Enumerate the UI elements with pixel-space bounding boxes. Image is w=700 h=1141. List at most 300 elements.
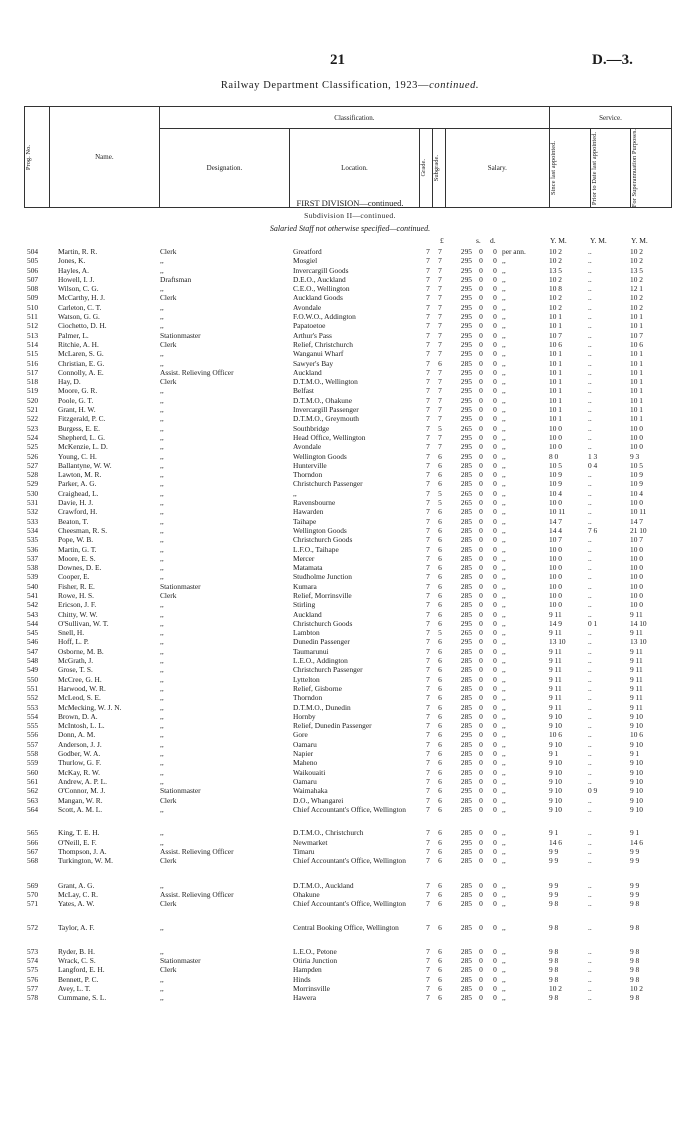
subgrade: 6 xyxy=(438,609,442,619)
salary-period: ,, xyxy=(502,983,506,993)
salary-pounds: 295 xyxy=(460,330,472,340)
unit-ym-prior: Y. M. xyxy=(590,236,607,245)
service-prior: .. xyxy=(588,498,592,508)
prog-no: 515 xyxy=(27,349,39,359)
service-since-last: 10 0 xyxy=(549,498,562,508)
prog-no: 505 xyxy=(27,256,39,266)
staff-name: Jones, K. xyxy=(58,256,86,266)
salary-pence: 0 xyxy=(493,946,497,956)
subgrade: 6 xyxy=(438,553,442,563)
staff-name: Anderson, J. J. xyxy=(58,739,102,749)
salary-shillings: 0 xyxy=(479,590,483,600)
table-row xyxy=(24,923,672,942)
prog-no: 546 xyxy=(27,637,39,647)
service-superannuation: 10 2 xyxy=(630,256,643,266)
designation: ,, xyxy=(160,983,164,993)
service-since-last: 8 0 xyxy=(549,451,559,461)
staff-name: Grant, H. W. xyxy=(58,405,96,415)
service-superannuation: 10 2 xyxy=(630,274,643,284)
subgrade: 6 xyxy=(438,665,442,675)
service-superannuation: 10 2 xyxy=(630,302,643,312)
service-prior: .. xyxy=(588,847,592,856)
location: L.E.O., Addington xyxy=(293,656,348,666)
salary-period: ,, xyxy=(502,993,506,1003)
service-superannuation: 21 10 xyxy=(630,525,647,535)
subgrade: 6 xyxy=(438,693,442,703)
salary-pounds: 265 xyxy=(460,488,472,498)
prog-no: 544 xyxy=(27,618,39,628)
table-row xyxy=(24,730,672,739)
service-prior: .. xyxy=(588,339,592,349)
service-superannuation: 10 6 xyxy=(630,730,643,740)
salary-pence: 0 xyxy=(493,923,497,933)
service-since-last: 13 10 xyxy=(549,637,566,647)
salary-pence: 0 xyxy=(493,739,497,749)
prog-no: 538 xyxy=(27,563,39,573)
header-prog-no: Prog. No. xyxy=(25,107,50,208)
staff-name: Scott, A. M. L. xyxy=(58,804,103,814)
grade: 7 xyxy=(426,330,430,340)
subgrade: 7 xyxy=(438,330,442,340)
table-row xyxy=(24,321,672,330)
location: Thorndon xyxy=(293,693,323,703)
table-row xyxy=(24,591,672,600)
salary-period: ,, xyxy=(502,758,506,768)
subgrade: 6 xyxy=(438,721,442,731)
service-superannuation: 9 10 xyxy=(630,786,643,796)
staff-name: O'Sullivan, W. T. xyxy=(58,618,109,628)
table-row xyxy=(24,340,672,349)
service-superannuation: 9 1 xyxy=(630,749,640,759)
staff-name: Martin, G. T. xyxy=(58,544,97,554)
service-superannuation: 10 1 xyxy=(630,321,643,331)
salary-period: ,, xyxy=(502,377,506,387)
salary-period: ,, xyxy=(502,946,506,956)
salary-pounds: 285 xyxy=(460,847,472,856)
service-superannuation: 10 2 xyxy=(630,293,643,303)
service-prior: .. xyxy=(588,758,592,768)
salary-period: ,, xyxy=(502,767,506,777)
table-row xyxy=(24,890,672,899)
service-superannuation: 9 8 xyxy=(630,946,640,956)
service-superannuation: 10 0 xyxy=(630,498,643,508)
service-since-last: 10 1 xyxy=(549,395,562,405)
designation: ,, xyxy=(160,479,164,489)
service-superannuation: 10 1 xyxy=(630,377,643,387)
salary-period: ,, xyxy=(502,628,506,638)
service-since-last: 9 1 xyxy=(549,828,559,838)
staff-name: King, T. E. H. xyxy=(58,828,100,838)
grade: 7 xyxy=(426,386,430,396)
salary-pence: 0 xyxy=(493,711,497,721)
staff-name: Donn, A. M. xyxy=(58,730,96,740)
service-prior: .. xyxy=(588,312,592,322)
prog-no: 560 xyxy=(27,767,39,777)
designation: ,, xyxy=(160,730,164,740)
salary-pence: 0 xyxy=(493,432,497,442)
salary-shillings: 0 xyxy=(479,488,483,498)
service-superannuation: 10 0 xyxy=(630,563,643,573)
subgrade: 6 xyxy=(438,890,442,900)
salary-shillings: 0 xyxy=(479,628,483,638)
subgrade: 5 xyxy=(438,628,442,638)
grade: 7 xyxy=(426,284,430,294)
subgrade: 6 xyxy=(438,656,442,666)
service-superannuation: 10 0 xyxy=(630,442,643,452)
location: Auckland xyxy=(293,367,322,377)
salary-pence: 0 xyxy=(493,955,497,965)
location: Taihape xyxy=(293,516,317,526)
salary-period: ,, xyxy=(502,749,506,759)
salary-pounds: 285 xyxy=(460,899,472,909)
designation: Clerk xyxy=(160,965,177,975)
service-superannuation: 9 8 xyxy=(630,899,640,909)
salary-shillings: 0 xyxy=(479,721,483,731)
salary-shillings: 0 xyxy=(479,265,483,275)
designation: ,, xyxy=(160,442,164,452)
service-since-last: 10 1 xyxy=(549,321,562,331)
service-prior: .. xyxy=(588,330,592,340)
subgrade: 6 xyxy=(438,535,442,545)
location: Dunedin Passenger xyxy=(293,637,350,647)
service-superannuation: 10 0 xyxy=(630,590,643,600)
staff-name: Moore, E. S. xyxy=(58,553,96,563)
table-row xyxy=(24,507,672,516)
location: Kumara xyxy=(293,581,317,591)
service-superannuation: 9 11 xyxy=(630,683,643,693)
service-superannuation: 9 11 xyxy=(630,628,643,638)
prog-no: 504 xyxy=(27,247,39,256)
table-row xyxy=(24,405,672,414)
service-prior: 0 9 xyxy=(588,786,598,796)
salary-period: ,, xyxy=(502,274,506,284)
prog-no: 575 xyxy=(27,965,39,975)
salary-period: ,, xyxy=(502,786,506,796)
staff-name: Wilson, C. G. xyxy=(58,284,99,294)
staff-name: Howell, I. J. xyxy=(58,274,95,284)
table-row xyxy=(24,489,672,498)
service-prior: .. xyxy=(588,665,592,675)
staff-name: Ballantyne, W. W. xyxy=(58,460,112,470)
service-since-last: 14 4 xyxy=(549,525,562,535)
grade: 7 xyxy=(426,711,430,721)
grade: 7 xyxy=(426,946,430,956)
location: Morrinsville xyxy=(293,983,330,993)
salary-shillings: 0 xyxy=(479,358,483,368)
service-prior: .. xyxy=(588,563,592,573)
salary-pounds: 295 xyxy=(460,367,472,377)
prog-no: 568 xyxy=(27,856,39,866)
salary-pounds: 285 xyxy=(460,890,472,900)
location: D.O., Whangarei xyxy=(293,795,344,805)
salary-shillings: 0 xyxy=(479,581,483,591)
subgrade: 6 xyxy=(438,974,442,984)
service-prior: .. xyxy=(588,553,592,563)
salary-shillings: 0 xyxy=(479,899,483,909)
location: L.E.O., Petone xyxy=(293,946,337,956)
service-since-last: 9 10 xyxy=(549,776,562,786)
location: ,, xyxy=(293,488,297,498)
salary-period: ,, xyxy=(502,339,506,349)
salary-pounds: 285 xyxy=(460,974,472,984)
service-since-last: 13 5 xyxy=(549,265,562,275)
grade: 7 xyxy=(426,488,430,498)
table-row xyxy=(24,461,672,470)
service-since-last: 10 1 xyxy=(549,414,562,424)
service-prior: .. xyxy=(588,572,592,582)
salary-shillings: 0 xyxy=(479,498,483,508)
salary-pence: 0 xyxy=(493,479,497,489)
salary-pounds: 285 xyxy=(460,749,472,759)
service-since-last: 10 9 xyxy=(549,479,562,489)
service-since-last: 9 11 xyxy=(549,646,562,656)
salary-pounds: 295 xyxy=(460,302,472,312)
service-since-last: 10 1 xyxy=(549,367,562,377)
location: Chief Accountant's Office, Wellington xyxy=(293,804,406,814)
prog-no: 570 xyxy=(27,890,39,900)
staff-name: McLaren, S. G. xyxy=(58,349,104,359)
unit-pound: £ xyxy=(440,236,444,245)
salary-shillings: 0 xyxy=(479,637,483,647)
location: Mosgiel xyxy=(293,256,318,266)
designation: ,, xyxy=(160,683,164,693)
staff-name: Snell, H. xyxy=(58,628,85,638)
service-since-last: 9 8 xyxy=(549,965,559,975)
service-since-last: 9 10 xyxy=(549,786,562,796)
location: Studholme Junction xyxy=(293,572,352,582)
service-superannuation: 14 7 xyxy=(630,516,643,526)
salary-pence: 0 xyxy=(493,535,497,545)
subgrade: 6 xyxy=(438,730,442,740)
designation: Clerk xyxy=(160,795,177,805)
salary-shillings: 0 xyxy=(479,856,483,866)
table-row xyxy=(24,665,672,674)
service-prior: .. xyxy=(588,609,592,619)
location: F.O.W.O., Addington xyxy=(293,312,356,322)
grade: 7 xyxy=(426,377,430,387)
staff-name: McCree, G. H. xyxy=(58,674,102,684)
prog-no: 525 xyxy=(27,442,39,452)
prog-no: 563 xyxy=(27,795,39,805)
salary-pence: 0 xyxy=(493,758,497,768)
salary-pence: 0 xyxy=(493,693,497,703)
salary-shillings: 0 xyxy=(479,828,483,838)
salary-pence: 0 xyxy=(493,776,497,786)
service-prior: .. xyxy=(588,880,592,890)
salary-shillings: 0 xyxy=(479,321,483,331)
designation: ,, xyxy=(160,525,164,535)
salary-pence: 0 xyxy=(493,367,497,377)
location: D.T.M.O., Christchurch xyxy=(293,828,364,838)
service-since-last: 9 10 xyxy=(549,795,562,805)
salary-pounds: 285 xyxy=(460,581,472,591)
prog-no: 506 xyxy=(27,265,39,275)
service-since-last: 10 1 xyxy=(549,312,562,322)
salary-pence: 0 xyxy=(493,256,497,266)
service-prior: .. xyxy=(588,721,592,731)
table-row xyxy=(24,749,672,758)
service-since-last: 9 11 xyxy=(549,628,562,638)
service-prior: .. xyxy=(588,284,592,294)
service-since-last: 9 8 xyxy=(549,955,559,965)
service-since-last: 10 7 xyxy=(549,330,562,340)
header-since-last: Since last appointed. xyxy=(549,129,590,208)
subgrade: 6 xyxy=(438,767,442,777)
location: Wellington Goods xyxy=(293,525,347,535)
service-superannuation: 9 11 xyxy=(630,693,643,703)
service-superannuation: 10 9 xyxy=(630,470,643,480)
service-since-last: 9 11 xyxy=(549,674,562,684)
salary-pounds: 285 xyxy=(460,683,472,693)
table-row xyxy=(24,266,672,275)
salary-pence: 0 xyxy=(493,899,497,909)
grade: 7 xyxy=(426,572,430,582)
salary-shillings: 0 xyxy=(479,837,483,847)
designation: ,, xyxy=(160,702,164,712)
designation: Clerk xyxy=(160,856,177,866)
location: D.T.M.O., Greymouth xyxy=(293,414,359,424)
prog-no: 542 xyxy=(27,600,39,610)
designation: ,, xyxy=(160,637,164,647)
salary-shillings: 0 xyxy=(479,955,483,965)
staff-name: Craighead, L. xyxy=(58,488,99,498)
service-superannuation: 10 5 xyxy=(630,460,643,470)
salary-period: per ann. xyxy=(502,247,526,256)
salary-pence: 0 xyxy=(493,247,497,256)
table-row xyxy=(24,535,672,544)
designation: ,, xyxy=(160,804,164,814)
grade: 7 xyxy=(426,367,430,377)
subgrade: 5 xyxy=(438,488,442,498)
subgrade: 7 xyxy=(438,405,442,415)
staff-name: McLeod, S. E. xyxy=(58,693,101,703)
salary-pounds: 265 xyxy=(460,628,472,638)
prog-no: 545 xyxy=(27,628,39,638)
grade: 7 xyxy=(426,525,430,535)
table-row xyxy=(24,796,672,805)
salary-pence: 0 xyxy=(493,302,497,312)
salary-pounds: 295 xyxy=(460,786,472,796)
table-row xyxy=(24,433,672,442)
staff-name: Avey, L. T. xyxy=(58,983,91,993)
salary-period: ,, xyxy=(502,553,506,563)
salary-period: ,, xyxy=(502,405,506,415)
service-prior: .. xyxy=(588,683,592,693)
salary-shillings: 0 xyxy=(479,847,483,856)
service-prior: .. xyxy=(588,386,592,396)
salary-shillings: 0 xyxy=(479,702,483,712)
table-row xyxy=(24,582,672,591)
salary-shillings: 0 xyxy=(479,646,483,656)
staff-name: Parker, A. G. xyxy=(58,479,97,489)
table-row xyxy=(24,881,672,890)
designation: Clerk xyxy=(160,339,177,349)
prog-no: 569 xyxy=(27,880,39,890)
prog-no: 510 xyxy=(27,302,39,312)
salary-shillings: 0 xyxy=(479,739,483,749)
salary-period: ,, xyxy=(502,880,506,890)
service-prior: .. xyxy=(588,730,592,740)
grade: 7 xyxy=(426,618,430,628)
staff-name: Moore, G. R. xyxy=(58,386,98,396)
service-since-last: 10 0 xyxy=(549,423,562,433)
service-prior: .. xyxy=(588,983,592,993)
grade: 7 xyxy=(426,693,430,703)
service-superannuation: 10 1 xyxy=(630,386,643,396)
service-since-last: 10 1 xyxy=(549,405,562,415)
salary-pounds: 295 xyxy=(460,837,472,847)
grade: 7 xyxy=(426,993,430,1003)
salary-pounds: 285 xyxy=(460,767,472,777)
grade: 7 xyxy=(426,256,430,266)
salary-period: ,, xyxy=(502,795,506,805)
salary-shillings: 0 xyxy=(479,776,483,786)
service-prior: .. xyxy=(588,767,592,777)
service-superannuation: 9 10 xyxy=(630,739,643,749)
grade: 7 xyxy=(426,293,430,303)
location: Avondale xyxy=(293,302,322,312)
location: Invercargill Passenger xyxy=(293,405,359,415)
designation: ,, xyxy=(160,432,164,442)
salary-pence: 0 xyxy=(493,628,497,638)
service-prior: .. xyxy=(588,693,592,703)
salary-period: ,, xyxy=(502,776,506,786)
service-superannuation: 10 1 xyxy=(630,358,643,368)
salary-pence: 0 xyxy=(493,974,497,984)
service-prior: .. xyxy=(588,600,592,610)
salary-shillings: 0 xyxy=(479,349,483,359)
salary-pounds: 285 xyxy=(460,758,472,768)
subgrade: 6 xyxy=(438,776,442,786)
service-superannuation: 10 2 xyxy=(630,983,643,993)
designation: ,, xyxy=(160,749,164,759)
salary-period: ,, xyxy=(502,507,506,517)
prog-no: 508 xyxy=(27,284,39,294)
table-row xyxy=(24,526,672,535)
service-since-last: 9 10 xyxy=(549,767,562,777)
subgrade: 6 xyxy=(438,674,442,684)
salary-period: ,, xyxy=(502,460,506,470)
prog-no: 528 xyxy=(27,470,39,480)
grade: 7 xyxy=(426,837,430,847)
service-superannuation: 9 8 xyxy=(630,955,640,965)
table-row xyxy=(24,777,672,786)
prog-no: 549 xyxy=(27,665,39,675)
staff-name: Hoff, L. P. xyxy=(58,637,89,647)
service-since-last: 10 2 xyxy=(549,247,562,256)
designation: ,, xyxy=(160,498,164,508)
salary-pounds: 285 xyxy=(460,479,472,489)
table-row xyxy=(24,414,672,423)
staff-name: Davie, H. J. xyxy=(58,498,94,508)
salary-pounds: 295 xyxy=(460,247,472,256)
service-prior: .. xyxy=(588,656,592,666)
subgrade: 6 xyxy=(438,856,442,866)
service-since-last: 10 1 xyxy=(549,349,562,359)
salary-shillings: 0 xyxy=(479,414,483,424)
salary-pence: 0 xyxy=(493,507,497,517)
salary-period: ,, xyxy=(502,349,506,359)
salary-period: ,, xyxy=(502,256,506,266)
prog-no: 514 xyxy=(27,339,39,349)
unit-shillings: s. xyxy=(476,236,481,245)
table-row xyxy=(24,275,672,284)
prog-no: 522 xyxy=(27,414,39,424)
salary-period: ,, xyxy=(502,498,506,508)
service-since-last: 10 2 xyxy=(549,983,562,993)
salary-shillings: 0 xyxy=(479,993,483,1003)
salary-pence: 0 xyxy=(493,721,497,731)
